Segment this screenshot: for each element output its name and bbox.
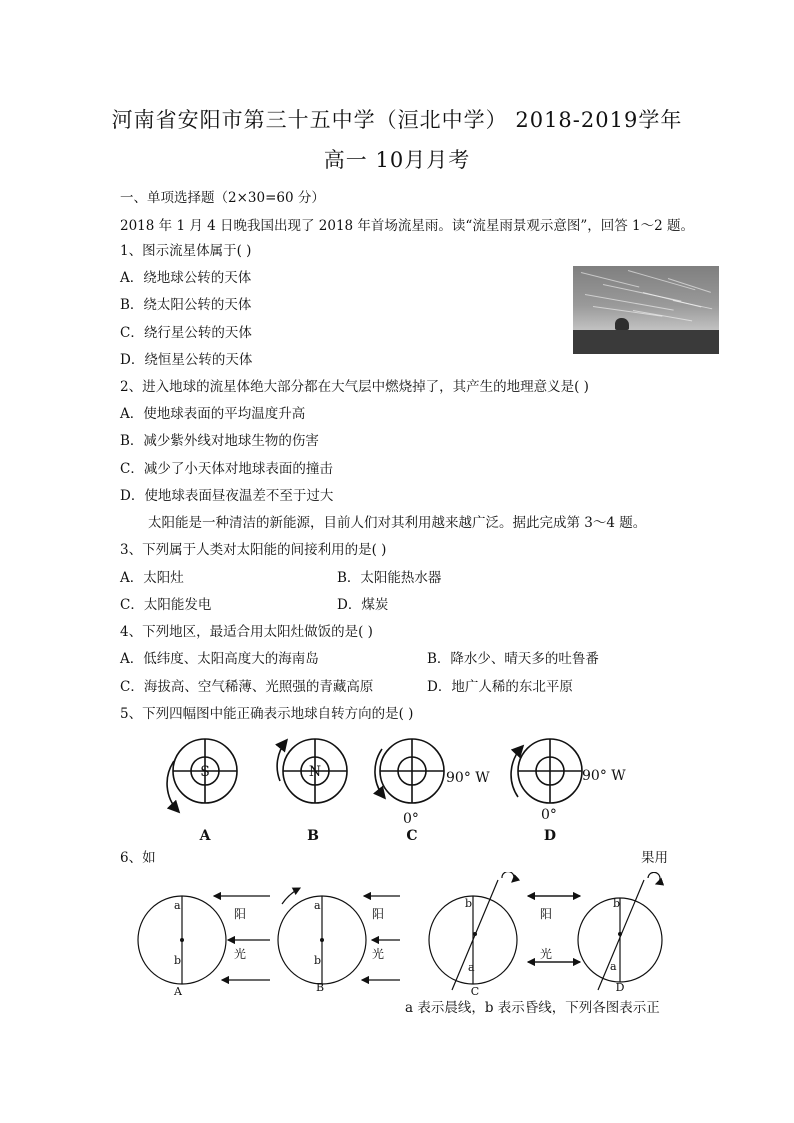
q5-rotation-figure xyxy=(150,735,650,847)
q3-stem: 3、下列属于人类对太阳能的间接利用的是( ) xyxy=(120,542,387,558)
q5-diagram-c xyxy=(375,739,444,803)
q1-option-d: D．绕恒星公转的天体 xyxy=(120,352,253,368)
q4-option-c: C．海拔高、空气稀薄、光照强的青藏高原 xyxy=(120,679,374,695)
q5-label-0-d: 0° xyxy=(541,807,557,823)
intro-meteor: 2018 年 1 月 4 日晚我国出现了 2018 年首场流星雨。读“流星雨景观示意图”，回答 1～2 题。 xyxy=(120,218,694,234)
q4-stem: 4、下列地区，最适合用太阳灶做饭的是( ) xyxy=(120,624,373,640)
q6-c-label-a: a xyxy=(468,961,475,974)
q1-stem: 1、图示流星体属于( ) xyxy=(120,243,252,259)
meteor-streak xyxy=(593,306,662,317)
q6-a-label-a: a xyxy=(174,899,181,912)
q5-label-90w-c: 90° W xyxy=(446,770,490,786)
q3-option-c: C．太阳能发电 xyxy=(120,597,212,613)
q6-diagram-c xyxy=(429,872,580,990)
q6-caption-a: A xyxy=(174,985,182,997)
q3-option-a: A．太阳灶 xyxy=(120,570,184,586)
q1-option-c: C．绕行星公转的天体 xyxy=(120,325,252,341)
exam-title-line1: 河南省安阳市第三十五中学（洹北中学） 2018-2019学年 xyxy=(111,108,683,132)
q1-option-b: B．绕太阳公转的天体 xyxy=(120,297,252,313)
q2-option-b: B．减少紫外线对地球生物的伤害 xyxy=(120,433,319,449)
q6-b-label-a: a xyxy=(314,899,321,912)
q2-option-d: D．使地球表面昼夜温差不至于过大 xyxy=(120,488,334,504)
q5-diagram-d xyxy=(511,739,582,803)
q6-a-sun1: 阳 xyxy=(234,907,247,921)
q6-stem-right: 果用 xyxy=(641,850,668,866)
q6-a-sun2: 光 xyxy=(234,947,247,961)
exam-title-line2: 高一 10月月考 xyxy=(323,148,471,172)
q2-option-a: A．使地球表面的平均温度升高 xyxy=(120,406,306,422)
q6-a-label-b: b xyxy=(174,954,182,967)
meteor-streak xyxy=(633,310,692,321)
q6-diagram-b xyxy=(278,888,400,984)
q6-b-sun2: 光 xyxy=(372,947,385,961)
q3-option-b: B．太阳能热水器 xyxy=(337,570,442,586)
q6-caption-b: B xyxy=(315,981,325,994)
meteor-shower-photo xyxy=(573,266,719,354)
q4-option-a: A．低纬度、太阳高度大的海南岛 xyxy=(120,651,319,667)
q6-caption-c: C xyxy=(470,985,480,997)
q6-b-label-b: b xyxy=(314,954,322,967)
q4-option-b: B．降水少、晴天多的吐鲁番 xyxy=(427,651,599,667)
q6-d-label-b: b xyxy=(613,897,621,910)
q6-caption-d: D xyxy=(615,981,625,994)
q5-label-s: S xyxy=(200,764,210,780)
q5-label-0-c: 0° xyxy=(403,811,419,827)
q5-stem: 5、下列四幅图中能正确表示地球自转方向的是( ) xyxy=(120,706,414,722)
q5-label-n: N xyxy=(308,764,322,780)
section-heading: 一、单项选择题（2×30=60 分） xyxy=(120,190,325,206)
q6-diagram-d xyxy=(578,872,662,990)
q6-c-sun2: 光 xyxy=(540,947,553,961)
meteor-streak xyxy=(668,278,711,293)
q1-option-a: A．绕地球公转的天体 xyxy=(120,270,252,286)
q6-diagram-a xyxy=(138,896,270,984)
q2-option-c: C．减少了小天体对地球表面的撞击 xyxy=(120,461,333,477)
q3-option-d: D．煤炭 xyxy=(337,597,389,613)
q6-terminator-figure xyxy=(130,872,670,997)
q6-b-sun1: 阳 xyxy=(372,907,385,921)
q5-caption-d: D xyxy=(543,828,557,844)
q5-caption-b: B xyxy=(307,828,319,844)
q6-c-label-b: b xyxy=(465,897,473,910)
q4-option-d: D．地广人稀的东北平原 xyxy=(427,679,573,695)
q5-caption-a: A xyxy=(199,828,211,844)
q6-d-label-a: a xyxy=(610,960,617,973)
meteor-streak xyxy=(673,300,712,309)
q5-label-90w-d: 90° W xyxy=(582,768,626,784)
q2-stem: 2、进入地球的流星体绝大部分都在大气层中燃烧掉了，其产生的地理意义是( ) xyxy=(120,379,589,395)
q5-caption-c: C xyxy=(406,828,418,844)
q6-caption-text: a 表示晨线，b 表示昏线，下列各图表示正 xyxy=(405,1000,660,1016)
q6-c-sun1: 阳 xyxy=(540,907,553,921)
q6-stem-left: 6、如 xyxy=(120,850,156,866)
intro-solar: 太阳能是一种清洁的新能源，目前人们对其利用越来越广泛。据此完成第 3～4 题。 xyxy=(148,515,647,531)
